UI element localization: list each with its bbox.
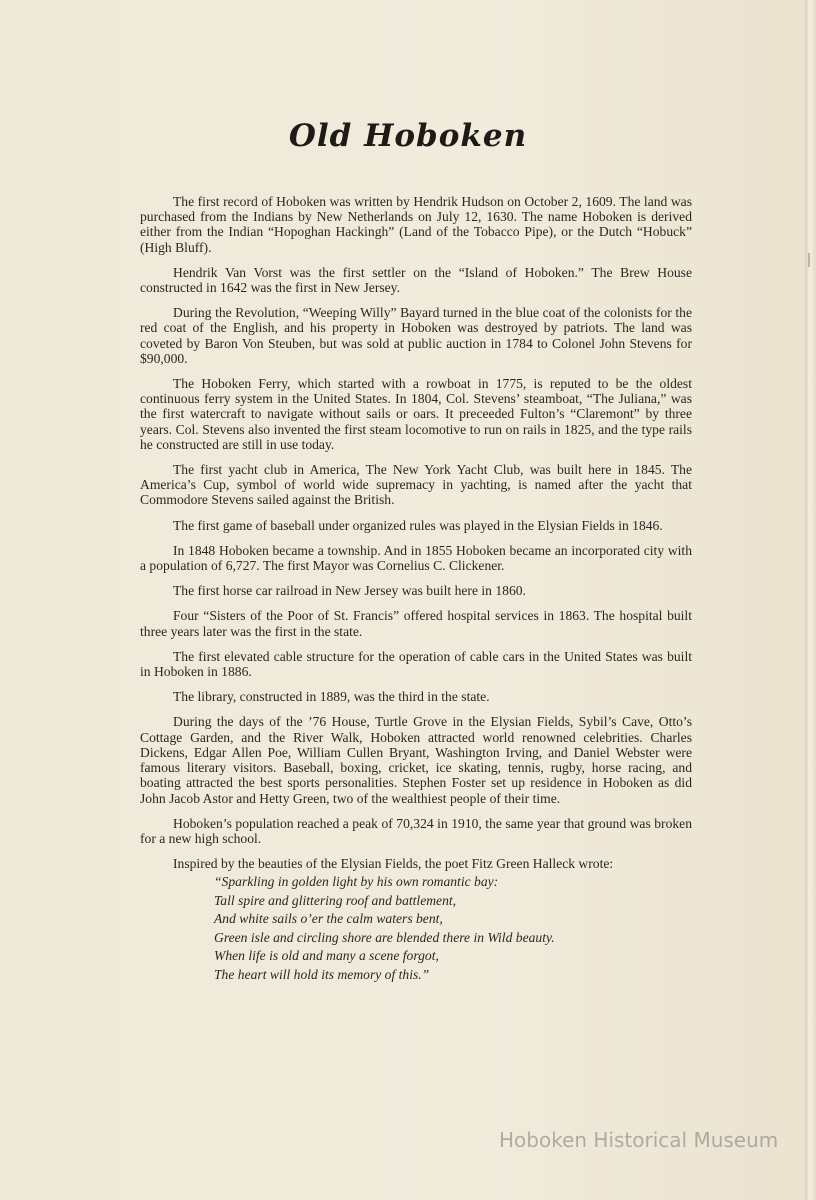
page-edge (805, 0, 816, 1200)
binding-mark (808, 253, 810, 267)
paragraph: Four “Sisters of the Poor of St. Francis” offered hospital services in 1863. The hospital built three years later was the first in the state. (140, 608, 692, 639)
paragraph: The first elevated cable structure for the operation of cable cars in the United States was built in Hoboken in 1886. (140, 648, 692, 680)
museum-watermark: Hoboken Historical Museum (499, 1128, 779, 1152)
poem-line: The heart will hold its memory of this.” (214, 966, 430, 982)
poem-intro: Inspired by the beauties of the Elysian Fields, the poet Fitz Green Halleck wrote: (173, 856, 614, 872)
poem-line: And white sails o’er the calm waters bent, (214, 911, 443, 927)
paragraph: The first horse car railroad in New Jersey was built here in 1860. (173, 583, 526, 599)
paragraph: During the Revolution, “Weeping Willy” Bayard turned in the blue coat of the colonists for the red coat of the English, and his property in Hoboken was destroyed by patriots. The land was coveted by Baron Von Steuben, but was sold at public auction in 1784 to Colonel John Stevens for $90,000. (140, 305, 692, 366)
poem-line: Green isle and circling shore are blended there in Wild beauty. (214, 929, 555, 945)
paragraph: The first yacht club in America, The New York Yacht Club, was built here in 1845. The America’s Cup, symbol of world wide supremacy in yachting, is named after the yacht that Commodore Stevens sailed against the British. (140, 462, 692, 508)
poem-line: Tall spire and glittering roof and battlement, (214, 892, 457, 908)
paragraph: The first record of Hoboken was written by Hendrik Hudson on October 2, 1609. The land was purchased from the Indians by New Netherlands on July 12, 1630. The name Hoboken is derived either from the Indian “Hopoghan Hackingh” (Land of the Tobacco Pipe), or the Dutch “Hobuck” (High Bluff). (140, 194, 692, 255)
poem-line: “Sparkling in golden light by his own romantic bay: (214, 874, 499, 890)
poem (214, 873, 692, 984)
page-title: Old Hoboken (288, 118, 528, 154)
paragraph: During the days of the ’76 House, Turtle Grove in the Elysian Fields, Sybil’s Cave, Otto’s Cottage Garden, and the River Walk, Hoboken attracted world renowned celebrities. Charles Dickens, Edgar Allen Poe, William Cullen Bryant, Washington Irving, and Daniel Webster were famous literary visitors. Baseball, boxing, cricket, ice skating, tennis, rugby, horse racing, and boating attracted the best sports personalities. Stephen Foster set up residence in Hoboken as did John Jacob Astor and Hetty Green, two of the wealthiest people of their time. (140, 714, 692, 806)
paragraph: Hoboken’s population reached a peak of 70,324 in 1910, the same year that ground was broken for a new high school. (140, 815, 692, 846)
poem-line: When life is old and many a scene forgot, (214, 948, 439, 964)
paragraph: In 1848 Hoboken became a township. And in 1855 Hoboken became an incorporated city with a population of 6,727. The first Mayor was Cornelius C. Clickener. (140, 542, 692, 574)
paragraph: The first game of baseball under organized rules was played in the Elysian Fields in 1846. (173, 517, 663, 533)
article-body (140, 194, 692, 984)
paragraph: Hendrik Van Vorst was the first settler on the “Island of Hoboken.” The Brew House constructed in 1642 was the first in New Jersey. (140, 264, 692, 296)
paragraph: The Hoboken Ferry, which started with a rowboat in 1775, is reputed to be the oldest continuous ferry system in the United States. In 1804, Col. Stevens’ steamboat, “The Juliana,” was the first watercraft to navigate without sails or oars. It preceeded Fulton’s “Claremont” by three years. Col. Stevens also invented the first steam locomotive to run on rails in 1825, and the type rails he constructed are still in use today. (140, 376, 692, 452)
paragraph: The library, constructed in 1889, was the third in the state. (173, 689, 490, 705)
